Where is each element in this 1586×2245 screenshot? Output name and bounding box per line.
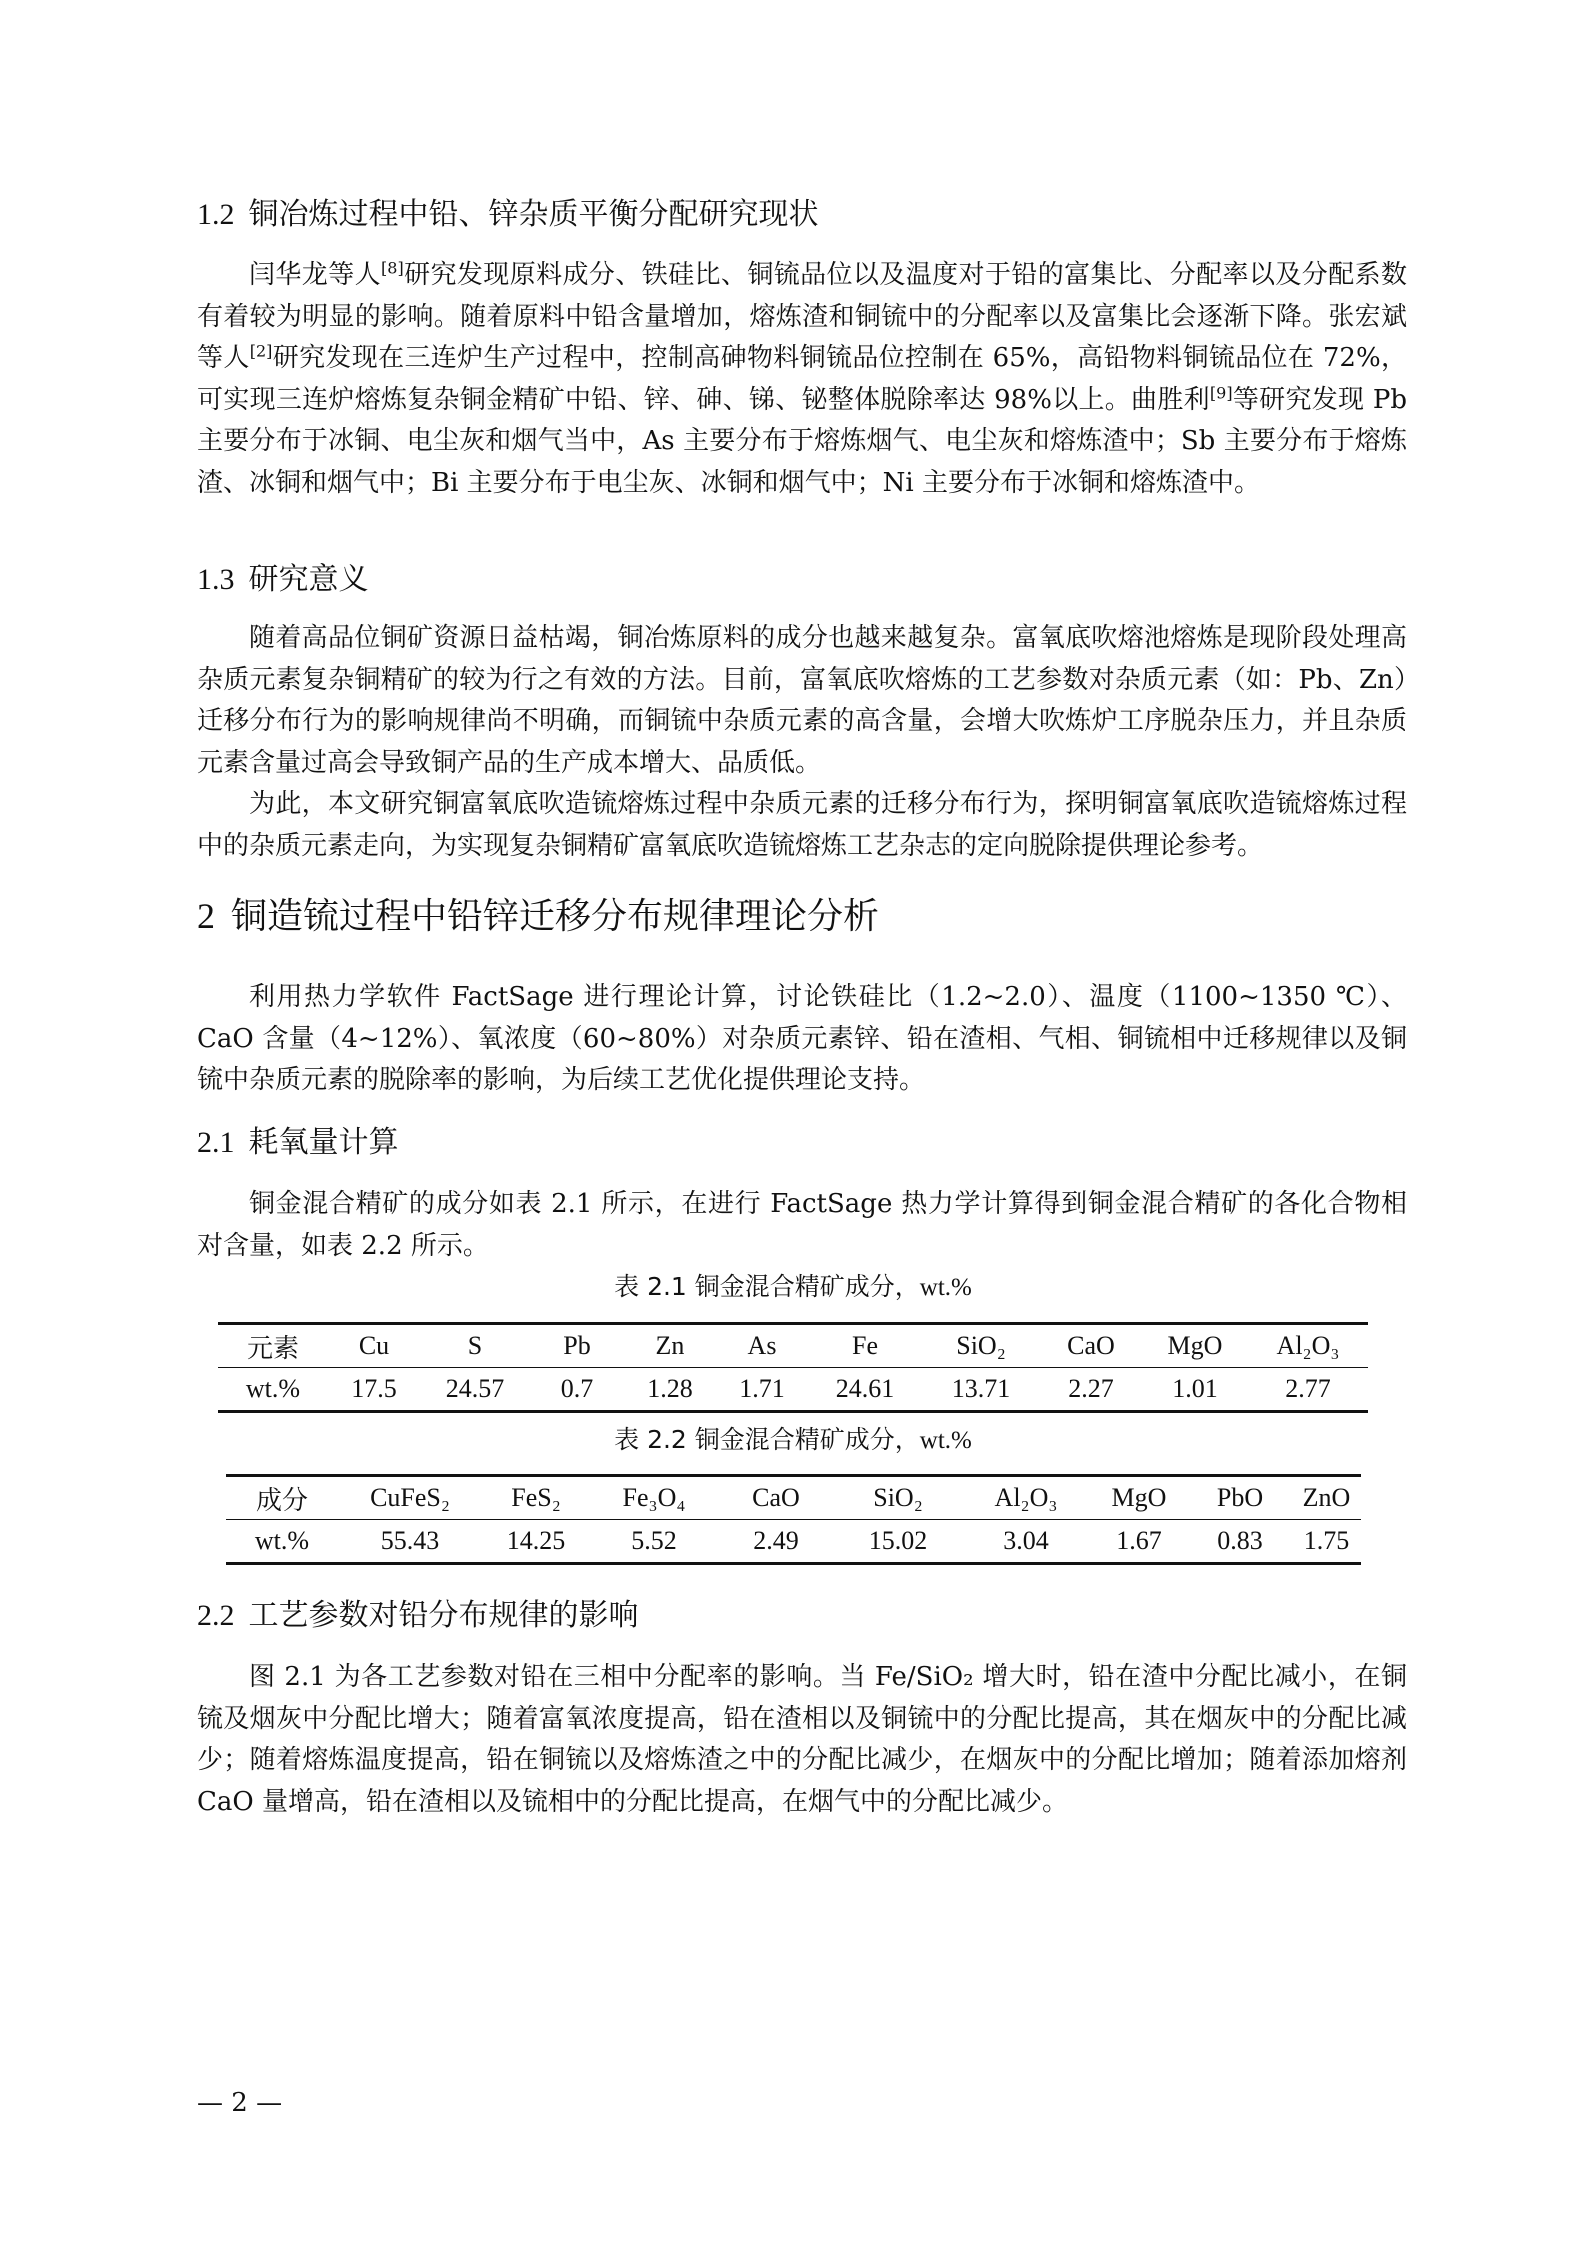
paragraph-concentrate-composition: 铜金混合精矿的成分如表 2.1 所示，在进行 FactSage 热力学计算得到铜金混合精矿的各化合物相对含量，如表 2.2 所示。: [197, 1189, 1407, 1261]
page-number: — 2 —: [197, 2088, 283, 2118]
section-heading-2-2: [197, 1596, 639, 1636]
table-cell: 1.71: [739, 1374, 785, 1403]
header-cell: MgO: [1167, 1331, 1223, 1360]
section-title: 耗氧量计算: [248, 1125, 399, 1160]
header-cell: SiO₂: [873, 1483, 923, 1512]
table-row: [218, 1368, 1368, 1412]
citation: [2]: [249, 341, 273, 361]
paragraph-factsage-analysis: 利用热力学软件 FactSage 进行理论计算，讨论铁硅比（1.2~2.0）、温度（1100~1350 ℃）、CaO 含量（4~12%）、氧浓度（60~80%）对杂质元素锌、铅在渣相、气相、铜锍相中迁移规律以及铜锍中杂质元素的脱除率的影响，为后续工艺优化提供理论支持。: [197, 982, 1407, 1095]
text-run: 等研究发现 Pb 主要分布于冰铜、电尘灰和烟气当中，As 主要分布于熔炼烟气、电尘灰和熔炼渣中；Sb 主要分布于熔炼渣、冰铜和烟气中；Bi 主要分布于电尘灰、冰铜和烟气中；Ni 主要分布于冰铜和熔炼渣中。: [197, 384, 1407, 498]
section-title: 工艺参数对铅分布规律的影响: [248, 1598, 639, 1633]
header-cell: Al₂O₃: [994, 1483, 1058, 1512]
table-cell: 14.25: [506, 1526, 566, 1555]
table-cell: wt.%: [245, 1374, 301, 1403]
table-cell: 2.27: [1068, 1374, 1114, 1403]
section-title: 铜冶炼过程中铅、锌杂质平衡分配研究现状: [248, 197, 819, 232]
section-number: 2.2: [197, 1599, 235, 1632]
table-cell: wt.%: [254, 1526, 310, 1555]
table-cell: 2.77: [1285, 1374, 1331, 1403]
table-2-2-caption: [0, 1423, 1586, 1458]
table-cell: 17.5: [351, 1374, 397, 1403]
table-cell: 24.61: [835, 1374, 895, 1403]
table-row: [226, 1520, 1361, 1564]
header-cell: Pb: [563, 1331, 591, 1360]
paragraph-research-significance: 随着高品位铜矿资源日益枯竭，铜冶炼原料的成分也越来越复杂。富氧底吹熔池熔炼是现阶段处理高杂质元素复杂铜精矿的较为行之有效的方法。目前，富氧底吹熔炼的工艺参数对杂质元素（如：Pb、Zn）迁移分布行为的影响规律尚不明确，而铜锍中杂质元素的高含量，会增大吹炼炉工序脱杂压力，并且杂质元素含量过高会导致铜产品的生产成本增大、品质低。: [197, 623, 1407, 778]
header-cell: CuFeS₂: [370, 1483, 450, 1512]
caption-label: 表 2.1 铜金混合精矿成分，: [614, 1272, 920, 1301]
header-cell: Fe: [852, 1331, 878, 1360]
header-cell: S: [467, 1331, 483, 1360]
table-cell: 24.57: [445, 1374, 505, 1403]
header-cell: SiO₂: [956, 1331, 1006, 1360]
section-heading-2-1: [197, 1123, 399, 1163]
table-2-2: [226, 1474, 1361, 1565]
table-cell: 0.7: [560, 1374, 594, 1403]
header-cell: Cu: [358, 1331, 390, 1360]
section-title: 铜造锍过程中铅锌迁移分布规律理论分析: [231, 896, 880, 937]
text-run: 研究发现在三连炉生产过程中，控制高砷物料铜锍品位控制在 65%，高铅物料铜锍品位在 72%，可实现三连炉熔炼复杂铜金精矿中铅、锌、砷、锑、铋整体脱除率达 98%以上。曲胜利: [197, 343, 1407, 415]
section-number: 2.1: [197, 1126, 235, 1159]
citation: [8]: [381, 258, 404, 278]
table-cell: 5.52: [631, 1526, 677, 1555]
header-cell: Al₂O₃: [1276, 1331, 1340, 1360]
table-cell: 13.71: [951, 1374, 1011, 1403]
section-heading-1-2: [197, 195, 819, 235]
section-heading-1-3: [197, 560, 369, 600]
table-cell: 2.49: [753, 1526, 799, 1555]
caption-unit: wt.%: [919, 1427, 972, 1454]
text-run: 闫华龙等人: [249, 260, 382, 290]
table-cell: 1.01: [1172, 1374, 1218, 1403]
table-2-1-caption: [0, 1270, 1586, 1305]
table-cell: 0.83: [1217, 1526, 1263, 1555]
text-run: 研究发现原料成分、铁硅比、铜锍品位以及温度对于铅的富集比、分配率以及分配系数有着较为明显的影响。随着原料中铅含量增加，熔炼渣和铜锍中的分配率以及富集比会逐渐下降。张宏斌等人: [197, 260, 1407, 373]
table-cell: 1.75: [1303, 1526, 1350, 1555]
header-cell: 成分: [255, 1485, 308, 1516]
section-number: 1.3: [197, 563, 235, 596]
table-cell: 1.67: [1116, 1526, 1162, 1555]
header-cell: 元素: [246, 1333, 299, 1364]
header-cell: CaO: [752, 1483, 800, 1512]
section-number: 2: [197, 896, 215, 936]
paragraph-research-purpose: 为此，本文研究铜富氧底吹造锍熔炼过程中杂质元素的迁移分布行为，探明铜富氧底吹造锍熔炼过程中的杂质元素走向，为实现复杂铜精矿富氧底吹造锍熔炼工艺杂志的定向脱除提供理论参考。: [197, 789, 1407, 861]
header-cell: Zn: [655, 1331, 685, 1360]
header-cell: CaO: [1067, 1331, 1115, 1360]
header-cell: ZnO: [1302, 1483, 1351, 1512]
paragraph-lead-zinc-research: [197, 255, 1407, 504]
table-cell: 1.28: [647, 1374, 693, 1403]
caption-unit: wt.%: [919, 1274, 972, 1301]
section-number: 1.2: [197, 198, 235, 231]
paragraph-process-parameters: 图 2.1 为各工艺参数对铅在三相中分配率的影响。当 Fe/SiO₂ 增大时，铅在渣中分配比减小，在铜锍及烟灰中分配比增大；随着富氧浓度提高，铅在渣相以及铜锍中的分配比提高，其在烟灰中的分配比减少；随着熔炼温度提高，铅在铜锍以及熔炼渣之中的分配比减少，在烟灰中的分配比增加；随着添加熔剂 CaO 量增高，铅在渣相以及锍相中的分配比提高，在烟气中的分配比减少。: [197, 1662, 1407, 1817]
header-cell: As: [747, 1331, 777, 1360]
header-cell: MgO: [1111, 1483, 1167, 1512]
table-header-row: [218, 1324, 1368, 1368]
table-cell: 3.04: [1003, 1526, 1049, 1555]
citation: [9]: [1209, 382, 1233, 402]
header-cell: FeS₂: [511, 1483, 561, 1512]
table-header-row: [226, 1476, 1361, 1520]
header-cell: PbO: [1216, 1483, 1264, 1512]
table-2-1: [218, 1322, 1368, 1413]
header-cell: Fe₃O₄: [622, 1483, 686, 1512]
caption-label: 表 2.2 铜金混合精矿成分，: [614, 1425, 920, 1454]
table-cell: 15.02: [868, 1526, 928, 1555]
table-cell: 55.43: [380, 1526, 440, 1555]
section-title: 研究意义: [248, 562, 369, 597]
section-heading-2: [197, 892, 879, 941]
